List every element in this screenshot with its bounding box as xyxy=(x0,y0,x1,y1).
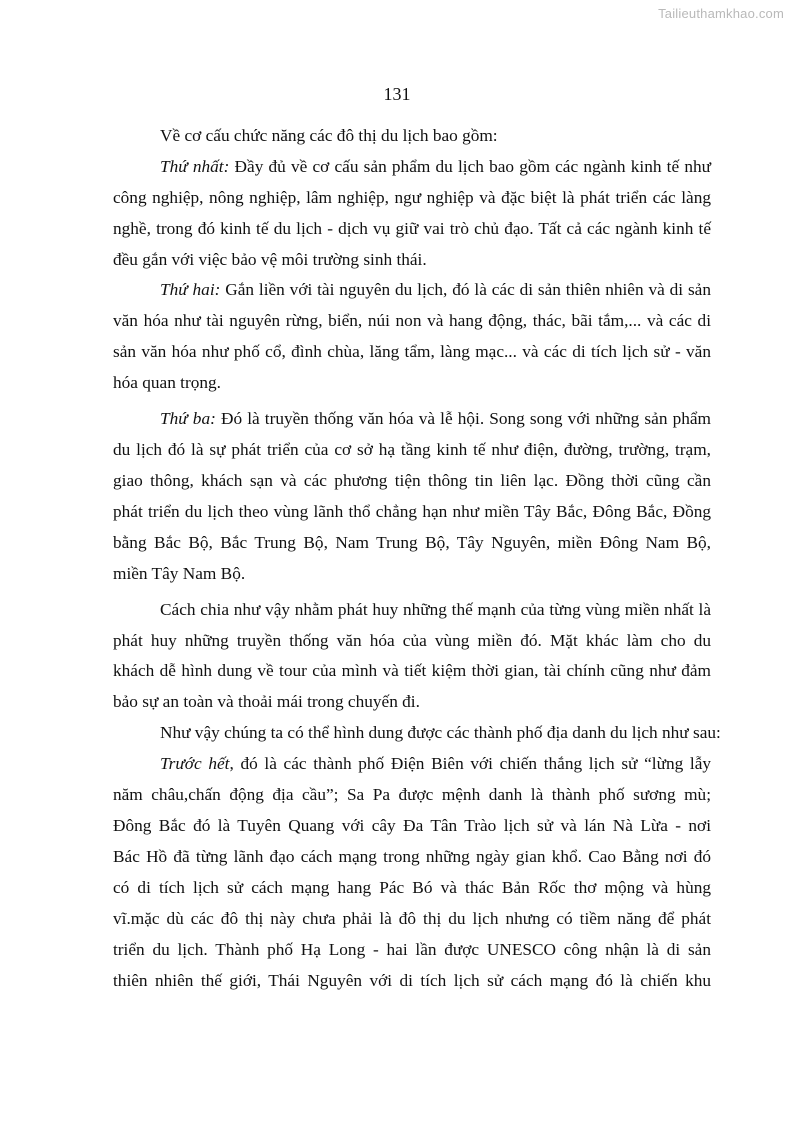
line-text: có di tích lịch sử cách mạng hang Pác Bó và thác Bản Rốc thơ mộng và hùng xyxy=(113,878,711,897)
line-text: khách dễ hình dung về tour của mình và tiết kiệm thời gian, tài chính cũng như đảm xyxy=(113,661,711,680)
paragraph-lead: Thứ ba: xyxy=(160,409,216,428)
watermark: Tailieuthamkhao.com xyxy=(658,6,784,21)
line-text: miền Tây Nam Bộ. xyxy=(113,564,246,583)
line-text: công nghiệp, nông nghiệp, lâm nghiệp, ngư nghiệp và đặc biệt là phát triển các làng xyxy=(113,188,711,207)
text-line xyxy=(113,310,711,332)
text-line xyxy=(160,408,711,430)
page-number: 131 xyxy=(383,84,411,104)
text-line xyxy=(113,815,711,837)
line-text: du lịch đó là sự phát triển của cơ sở hạ tầng kinh tế như điện, đường, trường, trạm, xyxy=(113,440,711,459)
line-text: Đầy đủ về cơ cấu sản phẩm du lịch bao gồm các ngành kinh tế như xyxy=(229,157,711,176)
text-line xyxy=(113,846,711,868)
line-text: nghề, trong đó kinh tế du lịch - dịch vụ giữ vai trò chủ đạo. Tất cả các ngành kinh tế xyxy=(113,219,711,238)
text-line xyxy=(160,722,721,744)
text-line xyxy=(113,187,711,209)
line-text: thiên nhiên thế giới, Thái Nguyên với di tích lịch sử cách mạng đó là chiến khu xyxy=(113,971,711,990)
line-text: triển du lịch. Thành phố Hạ Long - hai lần được UNESCO công nhận là di sản xyxy=(113,940,711,959)
paragraph-lead: Thứ hai: xyxy=(160,280,221,299)
paragraph-lead: Thứ nhất: xyxy=(160,157,230,176)
line-text: phát huy những truyền thống văn hóa của vùng miền đó. Mặt khác làm cho du xyxy=(113,631,711,650)
line-text: Bác Hồ đã từng lãnh đạo cách mạng trong những ngày gian khổ. Cao Bằng nơi đó xyxy=(113,847,711,866)
line-text: văn hóa như tài nguyên rừng, biển, núi non và hang động, thác, bãi tắm,... và các di xyxy=(113,311,711,330)
line-text: bảo sự an toàn và thoải mái trong chuyến đi. xyxy=(113,692,420,711)
text-line xyxy=(113,532,711,554)
text-line xyxy=(113,908,711,930)
line-text: vĩ.mặc dù các đô thị này chưa phải là đô thị du lịch nhưng có tiềm năng để phát xyxy=(113,909,711,928)
line-text: giao thông, khách sạn và các phương tiện thông tin liên lạc. Đồng thời cũng cần xyxy=(113,471,711,490)
text-line xyxy=(113,784,711,806)
text-line xyxy=(160,279,711,301)
text-line xyxy=(113,939,711,961)
text-line xyxy=(113,563,711,585)
line-text: năm châu,chấn động địa cầu”; Sa Pa được mệnh danh là thành phố sương mù; xyxy=(113,785,711,804)
text-line xyxy=(160,753,711,775)
line-text: sản văn hóa như phố cổ, đình chùa, lăng tẩm, làng mạc... và các di tích lịch sử - văn xyxy=(113,342,711,361)
text-line xyxy=(160,125,711,147)
line-text: hóa quan trọng. xyxy=(113,373,221,392)
line-text: Cách chia như vậy nhằm phát huy những thế mạnh của từng vùng miền nhất là xyxy=(160,600,711,619)
line-text: Về cơ cấu chức năng các đô thị du lịch bao gồm: xyxy=(160,126,498,145)
text-line xyxy=(113,249,711,271)
line-text: đều gắn với việc bảo vệ môi trường sinh thái. xyxy=(113,250,427,269)
text-line xyxy=(160,156,711,178)
text-line xyxy=(113,470,711,492)
line-text: Như vậy chúng ta có thể hình dung được các thành phố địa danh du lịch như sau: xyxy=(160,723,721,742)
text-line xyxy=(113,877,711,899)
text-line xyxy=(113,630,711,652)
text-line xyxy=(113,660,711,682)
line-text: phát triển du lịch theo vùng lãnh thổ chẳng hạn như miền Tây Bắc, Đông Bắc, Đồng xyxy=(113,502,711,521)
line-text: bằng Bắc Bộ, Bắc Trung Bộ, Nam Trung Bộ, Tây Nguyên, miền Đông Nam Bộ, xyxy=(113,533,711,552)
paragraph-lead: Trước hết xyxy=(160,754,230,773)
line-text: Đó là truyền thống văn hóa và lễ hội. Song song với những sản phẩm xyxy=(215,409,711,428)
text-line xyxy=(113,218,711,240)
text-line xyxy=(113,691,711,713)
line-text: , đó là các thành phố Điện Biên với chiến thắng lịch sử “lừng lẫy xyxy=(229,754,712,773)
text-line xyxy=(113,372,711,394)
text-line xyxy=(113,341,711,363)
line-text: Gắn liền với tài nguyên du lịch, đó là các di sản thiên nhiên và di sản xyxy=(220,280,711,299)
text-line xyxy=(113,970,711,992)
text-line xyxy=(113,439,711,461)
line-text: Đông Bắc đó là Tuyên Quang với cây Đa Tân Trào lịch sử và lán Nà Lừa - nơi xyxy=(113,816,711,835)
text-line xyxy=(113,501,711,523)
text-line xyxy=(160,599,711,621)
